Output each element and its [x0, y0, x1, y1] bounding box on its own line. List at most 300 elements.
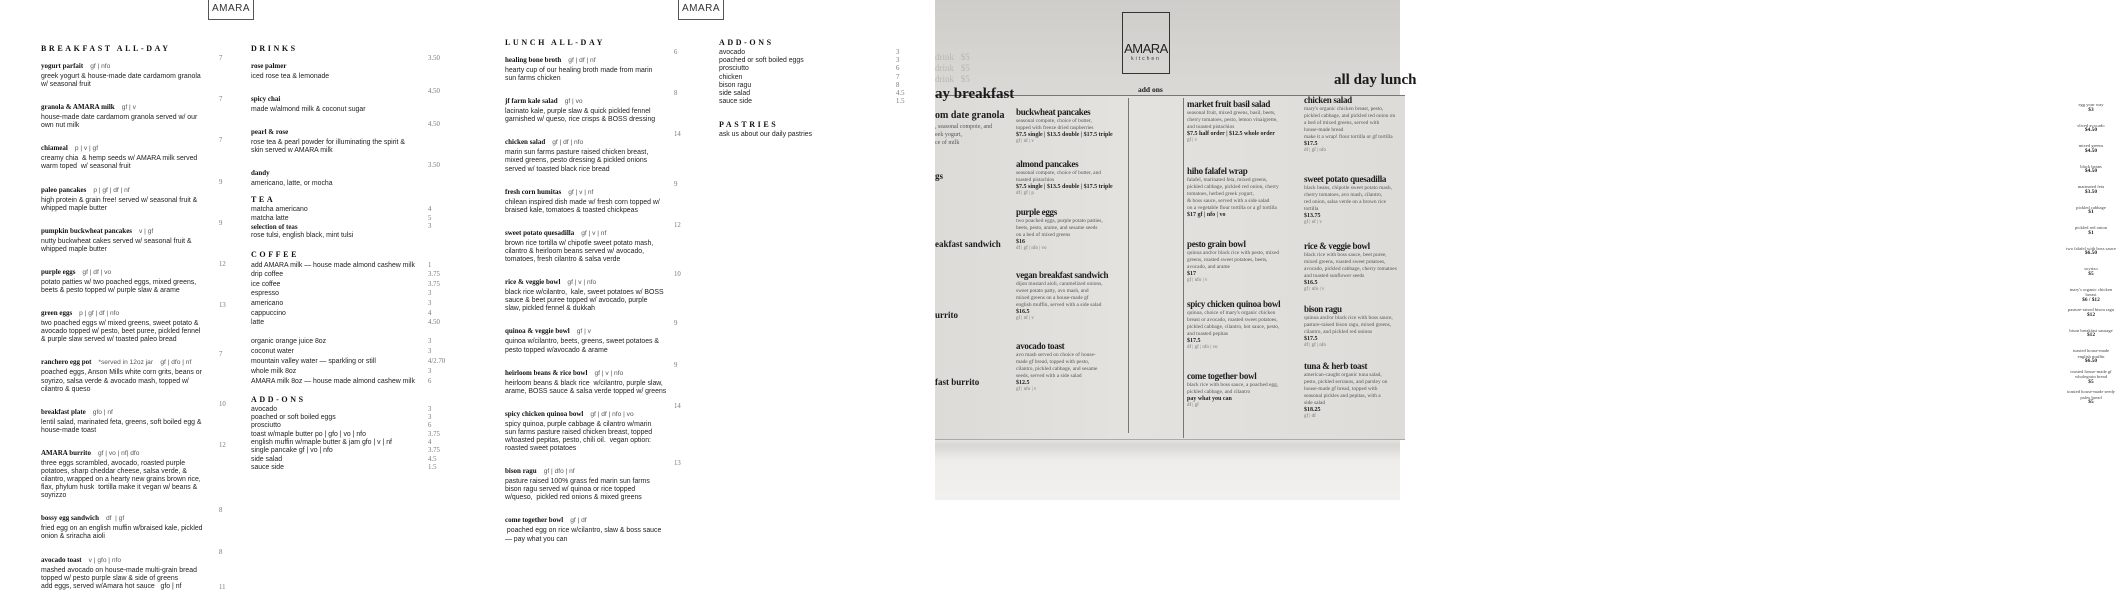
item-name: heirloom beans & rice bowl	[505, 368, 588, 377]
photo-item-description: black beans, chipotle sweet potato mash, cherry tomatoes, avo mash, cilantro, red onion, salsa verde on a brown rice tortilla	[1304, 185, 1392, 212]
photo-item-title: purple eggs	[1016, 207, 1057, 217]
menu-row[interactable]	[719, 74, 905, 82]
addon-name: marinated feta	[2077, 184, 2105, 189]
row-name: toast w/maple butter po | gfo | vo | nfo	[251, 430, 366, 438]
row-price: 1.5	[896, 98, 905, 106]
photo-item-price: $16.5	[1304, 280, 1318, 286]
item-name: breakfast plate	[41, 407, 86, 416]
row-name: sauce side	[251, 463, 284, 471]
photo-item-price: $17.5	[1304, 336, 1318, 342]
row-price: 3	[428, 300, 432, 308]
photo-item-tags: gf | v	[1187, 138, 1198, 143]
photo-menu-item[interactable]	[1016, 207, 1126, 252]
item-description: two poached eggs w/ mixed greens, sweet potato & avocado topped w/ pesto, beet puree, pickled fennel & purple slaw served w/ toasted paleo bread	[41, 320, 201, 344]
row-name: bison ragu	[719, 81, 752, 89]
menu-row[interactable]	[719, 82, 905, 90]
addon-price: $6.50	[2084, 358, 2098, 365]
item-title	[505, 131, 681, 149]
photo-item-title: market fruit basil salad	[1187, 99, 1271, 109]
menu-row[interactable]	[251, 367, 437, 377]
row-name: organic orange juice 8oz	[251, 337, 327, 345]
menu-item[interactable]	[41, 302, 226, 344]
row-name: sauce side	[719, 98, 752, 106]
cropped-text: om date granola	[935, 110, 1005, 121]
dietary-tags: gf | df | nfo	[552, 139, 584, 147]
photo-addon[interactable]	[2066, 287, 2116, 304]
photo-menu-item[interactable]	[1016, 270, 1126, 322]
menu-item[interactable]	[251, 121, 440, 155]
menu-item[interactable]	[505, 362, 681, 396]
menu-row[interactable]	[251, 347, 437, 357]
menu-item[interactable]	[41, 220, 226, 254]
photo-menu-item[interactable]	[1304, 361, 1444, 420]
lunch-addons-section	[719, 38, 905, 140]
row-name: whole milk 8oz	[251, 367, 297, 375]
item-price: 12	[219, 441, 226, 449]
section-heading: ADD-ONS	[251, 394, 306, 404]
photo-menu-item[interactable]	[1016, 159, 1126, 197]
menu-row[interactable]	[251, 299, 437, 309]
row-price: 3	[896, 57, 900, 65]
menu-item[interactable]	[505, 181, 681, 215]
item-description: heirloom beans & black rice w/cilantro, purple slaw, arame, BOSS sauce & salsa verde topped w/ greens	[505, 379, 667, 395]
photo-menu-item[interactable]	[1304, 174, 1444, 226]
menu-item[interactable]	[505, 131, 681, 173]
photo-menu-item[interactable]	[1304, 304, 1444, 349]
menu-row[interactable]	[251, 447, 440, 455]
menu-row[interactable]	[719, 65, 905, 73]
photo-amara-logo	[1122, 12, 1170, 74]
item-name: rose palmer	[251, 62, 287, 70]
photo-item-tags: df | gf	[1187, 403, 1199, 408]
menu-item[interactable]	[505, 271, 681, 313]
photo-addon[interactable]	[2066, 164, 2116, 175]
photo-addon[interactable]	[2066, 348, 2116, 365]
item-title	[505, 320, 681, 338]
menu-row[interactable]	[251, 414, 437, 422]
cropped-text: gs	[935, 171, 944, 181]
row-name: coconut water	[251, 347, 294, 355]
photo-item-price: $16	[1016, 239, 1025, 245]
photo-item-title: vegan breakfast sandwich	[1016, 270, 1109, 280]
photo-menu-item[interactable]	[1016, 341, 1126, 393]
item-description: marin sun farms pasture raised chicken breast, mixed greens, pesto dressing & pickled onions served w/ toasted black rice bread	[505, 149, 649, 173]
photo-addon[interactable]	[2066, 266, 2116, 277]
menu-row[interactable]	[251, 357, 446, 367]
photo-menu-item[interactable]	[1304, 241, 1444, 293]
photo-addon[interactable]	[2066, 389, 2116, 406]
item-price: 9	[219, 178, 223, 186]
row-name: chicken	[719, 73, 743, 81]
addon-price: $3.50	[2084, 188, 2098, 195]
menu-row[interactable]	[251, 422, 437, 430]
item-name: yogurt parfait	[41, 62, 84, 70]
lunch-section	[505, 38, 681, 551]
photo-item-tags: gf | nf | v	[1016, 316, 1034, 321]
dietary-tags: gf | vo | nf| dfo	[97, 449, 140, 457]
menu-item[interactable]	[41, 96, 226, 130]
photo-item-price: $17.5	[1187, 338, 1201, 344]
photo-item-description: quinoa and/or black rice with boss sauce, pasture-raised bison ragu, mixed greens, cilantro, and pickled red onions	[1304, 315, 1393, 335]
photo-item-price: $7.5 single | $13.5 double | $17.5 triple	[1016, 184, 1113, 190]
addon-name: mixed greens	[2078, 143, 2104, 148]
item-description: house-made date cardamom granola served w/ our own nut milk	[41, 114, 198, 130]
row-price: 8	[896, 81, 900, 89]
section-heading: ADD-ONS	[719, 38, 774, 47]
item-name: sweet potato quesadilla	[505, 228, 575, 237]
photo-item-description: falafel, marinated feta, mixed greens, pickled cabbage, pickled red onion, cherry tomatoes, herbed greek yogurt, & boss sauce, served with a side salad on a vegetable flour tortilla or a gf tortilla	[1187, 177, 1279, 211]
cropped-text: fast burrito	[935, 377, 980, 387]
addon-name: egg your way	[2078, 102, 2104, 107]
dietary-tags: gf | df	[570, 517, 587, 525]
item-price: 9	[674, 361, 678, 369]
menu-item[interactable]	[505, 222, 681, 264]
spacer	[251, 328, 437, 337]
item-title	[41, 137, 226, 155]
addon-name: black beans	[2080, 163, 2102, 169]
photo-addon[interactable]	[2066, 225, 2116, 236]
dietary-tags: v | gf	[139, 227, 154, 235]
menu-row[interactable]	[251, 261, 437, 271]
menu-row[interactable]	[251, 439, 437, 447]
menu-item[interactable]	[41, 507, 226, 541]
item-title	[41, 55, 226, 73]
amara-logo: AMARA	[678, 0, 724, 20]
menu-photo	[935, 0, 2116, 500]
photo-item-tags: gf | df	[1304, 414, 1316, 419]
row-name: AMARA milk 8oz — house made almond cashew milk	[251, 377, 415, 385]
item-name: jf farm kale salad	[505, 97, 558, 106]
item-description: rose tea & pearl powder for illuminating the spirit & skin served w AMARA milk	[251, 139, 405, 155]
section-heading: LUNCH ALL-DAY	[505, 38, 605, 47]
photo-item-tags: gf | nfo | v	[1187, 278, 1208, 283]
photo-addon[interactable]	[2066, 369, 2116, 386]
photo-menu-item[interactable]	[1187, 166, 1301, 219]
cropped-text: urrito	[935, 310, 958, 320]
photo-item-price: $7.5 single | $13.5 double | $17.5 triple	[1016, 132, 1113, 138]
photo-item-description: dijon mustard aioli, caramelized onions, sweet potato patty, avo mash, and mixed greens on a house-made gf english muffin, served with a side salad	[1016, 281, 1103, 308]
row-price: 4	[428, 309, 432, 317]
item-title	[505, 271, 681, 289]
dietary-tags: *served in 12oz jar gf | dfo | nf	[98, 359, 192, 367]
menu-row[interactable]	[719, 98, 905, 106]
item-price: 8	[219, 507, 223, 515]
photo-addon[interactable]	[2066, 205, 2116, 216]
menu-row[interactable]	[719, 90, 905, 98]
dietary-tags: gf | df | nf	[568, 57, 596, 64]
photo-addon[interactable]	[2066, 328, 2116, 339]
item-price: 9	[674, 180, 678, 188]
item-description: three eggs scrambled, avocado, roasted purple potatoes, sharp cheddar cheese, salsa verde, & cilantro, wrapped on a hearty new grains brown rice, flax, phylum husk tortilla make it vegan w/ beans & soyrizzo	[41, 459, 201, 500]
row-price: 4.50	[428, 319, 440, 327]
menu-item[interactable]	[251, 88, 440, 114]
menu-page-lunch	[467, 0, 935, 543]
addon-price: $1	[2088, 229, 2094, 236]
extra-price: 11	[219, 583, 226, 591]
section-heading: COFFEE	[251, 249, 300, 259]
photo-menu-item[interactable]	[1016, 107, 1126, 145]
dietary-tags: gf | v	[121, 104, 136, 112]
item-name: bossy egg sandwich	[41, 514, 99, 523]
addon-name: mary's organic chicken breast	[2069, 286, 2113, 298]
photo-item-price: $13.75	[1304, 213, 1321, 219]
dietary-tags: gf | v | nf	[568, 188, 594, 196]
photo-menu-item[interactable]	[1304, 95, 1444, 154]
photo-menu-item[interactable]	[1187, 99, 1301, 144]
menu-item[interactable]	[41, 55, 226, 89]
menu-row[interactable]	[719, 57, 905, 65]
item-description: lacinato kale, purple slaw & quick pickled fennel garnished w/ queso, rice crisps & BOSS dressing	[505, 108, 656, 124]
photo-item-description: black rice with boss sauce, a poached egg, pickled cabbage, and cilantro	[1187, 382, 1279, 395]
item-name: chiameal	[41, 144, 68, 153]
item-description: iced rose tea & lemonade	[251, 73, 330, 80]
menu-row[interactable]	[251, 215, 437, 223]
addon-name: toasted house-made gf wholegrain bread	[2070, 368, 2112, 380]
photo-item-tags: df | gf | nfo | vo	[1187, 345, 1218, 350]
addon-name: two falafel with boss sauce	[2066, 245, 2116, 251]
logo-text: AMARA	[1124, 41, 1168, 56]
row-price: 4.5	[428, 455, 437, 463]
photo-item-price: $16.5	[1016, 309, 1030, 315]
photo-item-title: avocado toast	[1016, 341, 1065, 351]
row-name: latte	[251, 319, 265, 327]
photo-item-title: rice & veggie bowl	[1304, 241, 1370, 251]
menu-row[interactable]	[251, 406, 437, 414]
menu-row[interactable]	[251, 430, 440, 439]
photo-item-price: pay what you can	[1187, 396, 1232, 402]
item-price: 13	[674, 460, 681, 468]
item-price: 13	[219, 302, 226, 310]
section-heading: PASTRIES	[719, 120, 779, 130]
photo-addon[interactable]	[2066, 123, 2116, 134]
dietary-tags: p | gf | df | nf	[93, 186, 130, 194]
item-description: spicy quinoa, purple cabbage & cilantro w/marin sun farms pasture raised chicken breast, topped w/toasted pepitas, pesto, chili oil. vegan option: roasted sweet potatoes	[505, 420, 653, 453]
item-name: avocado toast	[41, 555, 82, 564]
photo-item-title: pesto grain bowl	[1187, 239, 1246, 249]
item-price: 8	[219, 548, 223, 556]
menu-row[interactable]	[719, 49, 905, 57]
item-description: made w/almond milk & coconut sugar	[251, 106, 366, 114]
menu-item[interactable]	[41, 137, 226, 171]
item-name: AMARA burrito	[41, 448, 91, 457]
row-price: 1.5	[428, 463, 437, 471]
photo-item-title: hiho falafel wrap	[1187, 166, 1248, 176]
item-title	[41, 261, 226, 279]
item-name: come together bowl	[505, 516, 564, 525]
item-description: pasture raised 100% grass fed marin sun farms bison ragu served w/ quinoa or rice topped w/queso, pickled red onions & mixed greens	[505, 478, 650, 502]
row-price: 4	[428, 439, 432, 446]
item-price: 7	[219, 351, 223, 359]
photo-item-description: seasonal fruit, mixed greens, basil, beets, cherry tomatoes, pesto, lemon vinaigrette, and toasted pistachios	[1187, 110, 1278, 130]
item-name: purple eggs	[41, 267, 76, 276]
photo-item-description: mary's organic chicken breast, pesto, pickled cabbage, and pickled red onion on a bed of mixed greens, served with house-made bread make it a wrap! flour tortilla or gf tortilla	[1304, 106, 1396, 140]
section-heading: TEA	[251, 195, 276, 205]
cropped-text: eakfast sandwich	[935, 239, 1001, 249]
row-name: prosciutto	[251, 422, 281, 430]
menu-item[interactable]	[41, 179, 226, 213]
photo-item-title: almond pancakes	[1016, 159, 1079, 169]
item-title	[251, 55, 437, 73]
lunch-heading: all day lunch	[1334, 72, 1417, 88]
menu-item[interactable]	[41, 351, 226, 393]
row-price: 3	[428, 223, 432, 231]
addon-name: toasted house-made english muffin	[2072, 348, 2110, 359]
photo-item-description: black rice with boss sauce, beet puree, mixed greens, roasted sweet potatoes, avocado, pickled cabbage, cherry tomatoes and toasted sunflower seeds	[1304, 252, 1397, 279]
menu-row[interactable]	[251, 309, 437, 319]
breakfast-heading: ay breakfast	[935, 86, 1015, 102]
item-title	[505, 403, 681, 421]
row-price: 3	[428, 405, 432, 413]
item-description: poached eggs, Anson Mills white corn grits, beans or soyrizo, salsa verde & avocado mash, topped w/ cilantro & queso	[41, 369, 202, 393]
addon-name: pickled red onion	[2074, 225, 2108, 230]
addon-name: toasted house-made seedy paleo bread	[2067, 389, 2115, 400]
addon-price: $6.50	[2084, 250, 2098, 257]
breakfast-section	[41, 44, 226, 598]
addon-price: $12	[2086, 311, 2096, 318]
photo-item-title: tuna & herb toast	[1304, 361, 1368, 371]
dietary-tags: p | v | gf	[74, 145, 99, 153]
menu-row[interactable]	[251, 464, 437, 472]
column-divider	[1183, 98, 1184, 438]
photo-item-title: buckwheat pancakes	[1016, 107, 1091, 117]
menu-item[interactable]	[41, 261, 226, 295]
item-title	[251, 88, 437, 106]
menu-item[interactable]	[251, 162, 440, 188]
menu-row[interactable]	[251, 289, 437, 299]
menu-item[interactable]	[505, 320, 681, 354]
item-description: chilean inspired dish made w/ fresh corn topped w/ braised kale, tomatoes & toasted chickpeas	[505, 198, 660, 214]
row-price: 6	[428, 377, 432, 385]
item-description: quinoa w/cilantro, beets, greens, sweet potatoes & pesto topped w/avocado & arame	[505, 338, 659, 354]
item-title	[41, 442, 226, 460]
item-title	[41, 549, 226, 567]
item-price: 4.50	[428, 121, 440, 129]
row-price: 6	[896, 65, 900, 73]
item-name: fresh corn humitas	[505, 187, 562, 196]
photo-menu-item[interactable]	[1187, 371, 1301, 409]
row-name: espresso	[251, 290, 279, 298]
photo-menu-item[interactable]	[1187, 239, 1301, 284]
menu-item[interactable]	[505, 460, 681, 502]
photo-addon[interactable]	[2066, 246, 2116, 257]
item-title	[41, 220, 226, 238]
dietary-tags: gf | v | nfo	[567, 279, 597, 287]
photo-item-price: $17	[1187, 271, 1196, 277]
menu-item[interactable]	[41, 442, 226, 500]
dietary-tags: gf | nfo	[90, 63, 111, 70]
menu-item[interactable]	[505, 403, 681, 453]
photo-item-tags: df | gf | p	[1016, 191, 1034, 196]
menu-row[interactable]	[251, 206, 437, 214]
item-name: bison ragu	[505, 467, 537, 476]
menu-row[interactable]	[251, 223, 437, 232]
row-name: matcha americano	[251, 206, 308, 214]
addon-price: $4.50	[2084, 147, 2098, 154]
faded-background-text: drink $5 drink $5 drink $5	[935, 52, 970, 84]
item-extra: add eggs, served w/Amara hot sauce gfo | nf	[41, 582, 182, 590]
photo-addon[interactable]	[2066, 307, 2116, 318]
photo-item-description: seasonal compote, choice of butter, topped with freeze dried raspberries	[1016, 118, 1094, 131]
item-title	[41, 96, 226, 114]
photo-addon[interactable]	[2066, 102, 2116, 113]
addon-price: $5	[2088, 378, 2094, 385]
row-name: side salad	[251, 455, 283, 463]
menu-item[interactable]	[505, 90, 681, 124]
item-description: greek yogurt & house-made date cardamom granola w/ seasonal fruit	[41, 73, 201, 89]
photo-item-title: chicken salad	[1304, 95, 1352, 105]
photo-addon[interactable]	[2066, 143, 2116, 154]
item-name: dandy	[251, 169, 270, 178]
amara-logo: AMARA	[208, 0, 254, 20]
photo-item-description: quinoa, choice of mary's organic chicken breast or avocado, roasted sweet potatoes, pickled cabbage, cilantro, hot sauce, pesto, and toasted pepitas	[1187, 310, 1280, 337]
item-price: 8	[674, 90, 678, 98]
menu-item[interactable]	[41, 401, 226, 435]
item-title	[251, 162, 437, 180]
photo-item-tags: gf | nfo | v	[1016, 387, 1037, 392]
row-price: 3	[428, 347, 432, 355]
row-price: 6	[428, 422, 432, 430]
drinks-section	[251, 44, 446, 472]
row-name: prosciutto	[719, 65, 749, 73]
item-title	[41, 179, 226, 197]
row-price: 1	[428, 261, 432, 269]
menu-row[interactable]	[251, 270, 440, 280]
menu-row[interactable]	[251, 280, 440, 290]
photo-addon[interactable]	[2066, 184, 2116, 195]
row-name: single pancake gf | vo | nfo	[251, 447, 333, 455]
menu-row[interactable]	[251, 337, 437, 347]
item-description: high protein & grain free! served w/ seasonal fruit & whipped maple butter	[41, 196, 198, 212]
menu-row[interactable]	[251, 377, 437, 387]
row-name: side salad	[719, 90, 751, 98]
menu-row[interactable]	[251, 456, 437, 464]
item-title	[505, 460, 681, 478]
dietary-tags: gf | dfo | nf	[543, 468, 575, 476]
menu-item[interactable]	[251, 55, 440, 81]
photo-item-price: $12.5	[1016, 380, 1030, 386]
dietary-tags: p | gf | df | nfo	[79, 310, 120, 318]
item-title	[505, 181, 681, 199]
photo-item-tags: gf | nfo | v	[1304, 287, 1325, 292]
dietary-tags: df | gf	[105, 515, 125, 523]
item-description: fried egg on an english muffin w/braised kale, pickled onion & sriracha aioli	[41, 525, 203, 541]
item-name: chicken salad	[505, 138, 546, 147]
item-name: spicy chicken quinoa bowl	[505, 409, 584, 418]
photo-item-description: avo mash served on choice of house- made gf bread, topped with pesto, cilantro, pickled cabbage, and sesame seeds, served with a side salad	[1016, 352, 1098, 379]
dietary-tags: gf | v	[576, 328, 591, 336]
menu-row[interactable]	[251, 318, 440, 328]
item-description: poached egg on rice w/cilantro, slaw & boss sauce — pay what you can	[505, 527, 662, 543]
item-price: 10	[674, 271, 681, 279]
item-title	[41, 351, 226, 369]
row-price: 3.75	[428, 447, 440, 455]
photo-menu-item[interactable]	[1187, 299, 1301, 351]
addon-price: $5	[2088, 270, 2094, 277]
item-price: 9	[219, 219, 223, 227]
menu-item[interactable]	[505, 509, 681, 543]
cropped-text: , seasonal compote, and	[935, 124, 993, 130]
item-price: 3.50	[428, 55, 440, 62]
addon-price: $12	[2086, 332, 2096, 339]
photo-item-price: $7.5 half order | $12.5 whole order	[1187, 131, 1275, 137]
item-price: 9	[674, 320, 678, 328]
menu-item[interactable]	[505, 49, 681, 83]
addon-name: pickled cabbage	[2076, 204, 2106, 210]
row-price: 4.5	[896, 90, 905, 98]
menu-row[interactable]	[251, 232, 437, 240]
row-price: 7	[896, 73, 900, 81]
menu-item[interactable]	[41, 549, 226, 591]
